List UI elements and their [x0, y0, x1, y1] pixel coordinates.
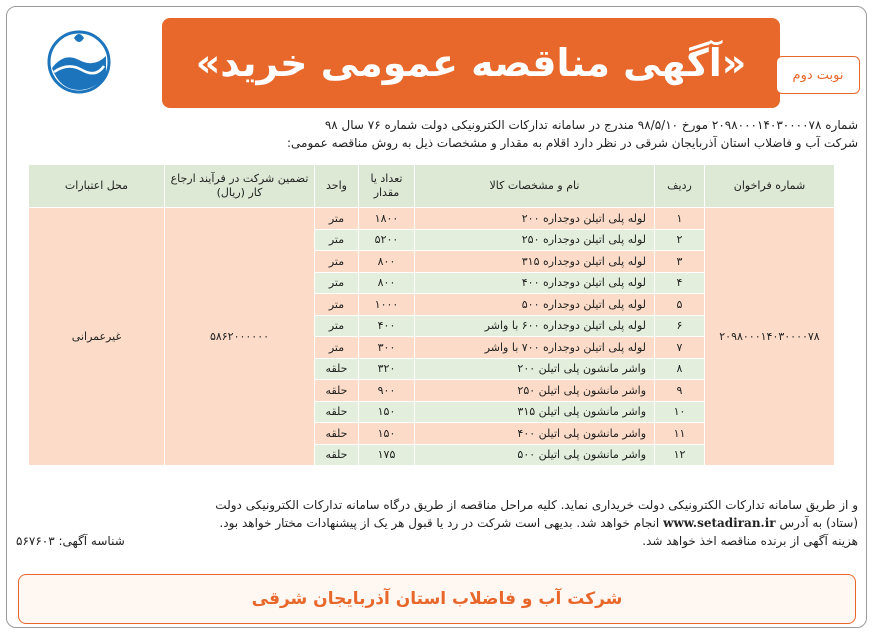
row-number-cell: ۱	[655, 208, 705, 230]
row-number-cell: ۱۰	[655, 401, 705, 423]
outro-line-2	[16, 514, 858, 532]
row-number-cell: ۵	[655, 294, 705, 316]
unit-cell: متر	[315, 229, 359, 251]
outro-line-2a: (ستاد) به آدرس	[779, 516, 858, 530]
header-credit: محل اعتبارات	[29, 165, 165, 208]
call-number-cell: ۲۰۹۸۰۰۰۱۴۰۳۰۰۰۰۷۸	[705, 208, 835, 466]
qty-cell: ۱۷۵	[359, 444, 415, 466]
item-name-cell: لوله پلی اتیلن دوجداره ۷۰۰ با واشر	[415, 337, 655, 359]
table-row	[29, 208, 835, 230]
item-name-cell: واشر مانشون پلی اتیلن ۲۰۰	[415, 358, 655, 380]
row-number-cell: ۷	[655, 337, 705, 359]
row-number-cell: ۸	[655, 358, 705, 380]
header-unit: واحد	[315, 165, 359, 208]
qty-cell: ۱۵۰	[359, 423, 415, 445]
outro-line-1: و از طریق سامانه تدارکات الکترونیکی دولت خریداری نماید. کلیه مراحل مناقصه از طریق درگاه سامانه تدارکات الکترونیکی دولت	[215, 498, 858, 512]
qty-cell: ۴۰۰	[359, 315, 415, 337]
qty-cell: ۳۲۰	[359, 358, 415, 380]
unit-cell: متر	[315, 272, 359, 294]
intro-line-2: شرکت آب و فاضلاب استان آذربایجان شرقی در نظر دارد اقلام به مقدار و مشخصات ذیل به روش مناقصه عمومی:	[286, 136, 858, 150]
header-name: نام و مشخصات کالا	[415, 165, 655, 208]
outro-text	[16, 496, 858, 550]
unit-cell: حلقه	[315, 380, 359, 402]
water-company-logo	[24, 16, 134, 108]
intro-line-1: شماره ۲۰۹۸۰۰۰۱۴۰۳۰۰۰۰۷۸ مورخ ۹۸/۵/۱۰ مندرج در سامانه تدارکات الکترونیکی دولت شماره ۷۶ سال ۹۸	[324, 118, 858, 132]
qty-cell: ۸۰۰	[359, 272, 415, 294]
guarantee-cell: ۵۸۶۲۰۰۰۰۰۰	[165, 208, 315, 466]
item-name-cell: واشر مانشون پلی اتیلن ۵۰۰	[415, 444, 655, 466]
row-number-cell: ۶	[655, 315, 705, 337]
items-table	[28, 164, 835, 466]
qty-cell: ۹۰۰	[359, 380, 415, 402]
unit-cell: حلقه	[315, 401, 359, 423]
row-number-cell: ۹	[655, 380, 705, 402]
edition-badge: نوبت دوم	[776, 56, 860, 94]
item-name-cell: لوله پلی اتیلن دوجداره ۶۰۰ با واشر	[415, 315, 655, 337]
qty-cell: ۵۲۰۰	[359, 229, 415, 251]
unit-cell: حلقه	[315, 423, 359, 445]
row-number-cell: ۱۲	[655, 444, 705, 466]
ad-id: شناسه آگهی: ۵۶۷۶۰۳	[16, 534, 125, 548]
qty-cell: ۳۰۰	[359, 337, 415, 359]
qty-cell: ۱۸۰۰	[359, 208, 415, 230]
row-number-cell: ۱۱	[655, 423, 705, 445]
header-call-number: شماره فراخوان	[705, 165, 835, 208]
item-name-cell: لوله پلی اتیلن دوجداره ۴۰۰	[415, 272, 655, 294]
outro-line-3	[16, 532, 858, 550]
intro-text	[16, 116, 858, 152]
outro-line-2b: انجام خواهد شد. بدیهی است شرکت در رد یا قبول هر یک از پیشنهادات مختار خواهد بود.	[219, 516, 660, 530]
table-header-row	[29, 165, 835, 208]
header-guarantee: تضمین شرکت در فرآیند ارجاع کار (ریال)	[165, 165, 315, 208]
row-number-cell: ۴	[655, 272, 705, 294]
item-name-cell: لوله پلی اتیلن دوجداره ۳۱۵	[415, 251, 655, 273]
item-name-cell: واشر مانشون پلی اتیلن ۴۰۰	[415, 423, 655, 445]
item-name-cell: واشر مانشون پلی اتیلن ۳۱۵	[415, 401, 655, 423]
row-number-cell: ۲	[655, 229, 705, 251]
unit-cell: متر	[315, 337, 359, 359]
item-name-cell: لوله پلی اتیلن دوجداره ۵۰۰	[415, 294, 655, 316]
unit-cell: متر	[315, 208, 359, 230]
item-name-cell: واشر مانشون پلی اتیلن ۲۵۰	[415, 380, 655, 402]
unit-cell: متر	[315, 251, 359, 273]
qty-cell: ۸۰۰	[359, 251, 415, 273]
footer-company: شرکت آب و فاضلاب استان آذربایجان شرقی	[18, 574, 856, 624]
item-name-cell: لوله پلی اتیلن دوجداره ۲۵۰	[415, 229, 655, 251]
header-qty: تعداد یا مقدار	[359, 165, 415, 208]
row-number-cell: ۳	[655, 251, 705, 273]
item-name-cell: لوله پلی اتیلن دوجداره ۲۰۰	[415, 208, 655, 230]
unit-cell: متر	[315, 294, 359, 316]
header-row: ردیف	[655, 165, 705, 208]
website-link[interactable]: www.setadiran.ir	[663, 516, 776, 530]
qty-cell: ۱۵۰	[359, 401, 415, 423]
credit-cell: غیرعمرانی	[29, 208, 165, 466]
qty-cell: ۱۰۰۰	[359, 294, 415, 316]
outro-line-3-text: هزینه آگهی از برنده مناقصه اخذ خواهد شد.	[642, 534, 858, 548]
ad-title: «آگهی مناقصه عمومی خرید»	[162, 18, 780, 108]
unit-cell: حلقه	[315, 444, 359, 466]
unit-cell: متر	[315, 315, 359, 337]
ad-header	[14, 10, 864, 112]
unit-cell: حلقه	[315, 358, 359, 380]
